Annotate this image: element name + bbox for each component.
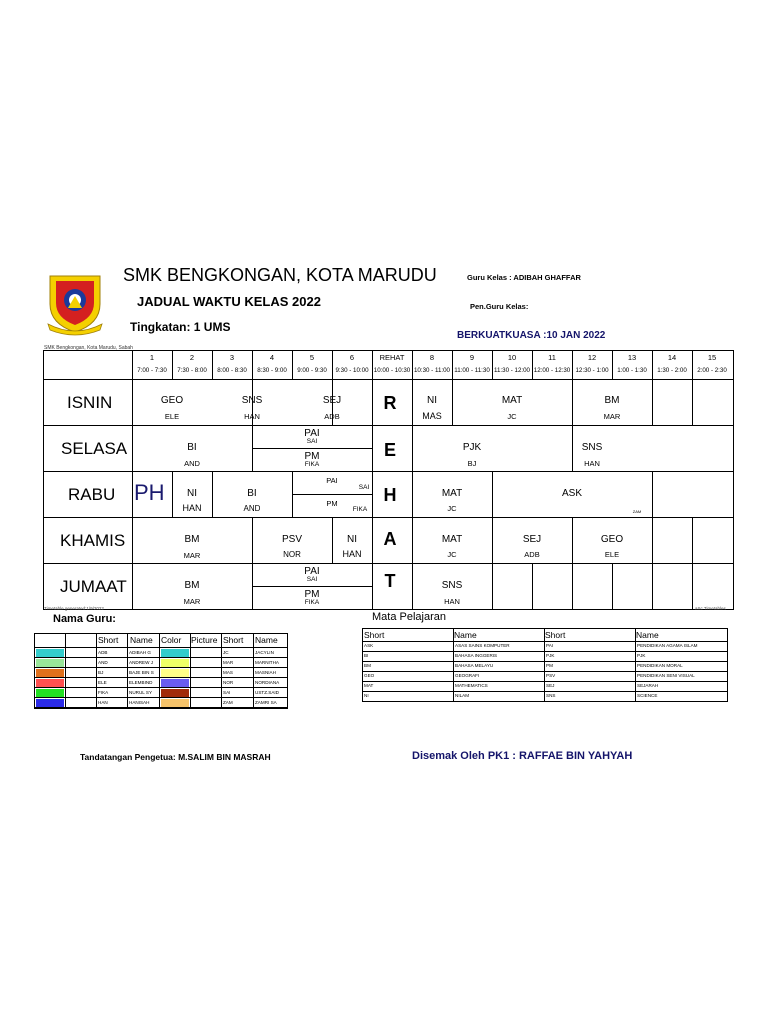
period-number: 15 (707, 353, 717, 362)
teacher-color-swatch (36, 649, 64, 657)
subject-short: BM (364, 663, 371, 668)
lesson-teacher: ELE (164, 412, 180, 421)
lesson-teacher: FIKA (352, 506, 368, 513)
school-crest-icon (44, 268, 106, 336)
effective-date: BERKUATKUASA :10 JAN 2022 (457, 330, 606, 341)
teacher-short: NOR (223, 680, 234, 685)
lesson-teacher: AND (184, 459, 200, 468)
lesson-subject: SNS (441, 580, 463, 591)
lesson-subject: PAI (304, 566, 320, 577)
lesson-teacher: HAN (342, 549, 362, 559)
grid-line (44, 379, 733, 380)
grid-line (35, 667, 287, 668)
legend-header: Name (636, 630, 659, 640)
teacher-short: BJ (98, 670, 104, 675)
lesson-subject: BI (247, 488, 257, 499)
lesson-subject: MAT (501, 395, 523, 406)
teacher-short: ELE (98, 680, 107, 685)
grid-line (692, 517, 693, 563)
teacher-short: ZAM (223, 700, 233, 705)
lesson-teacher: ELE (604, 550, 620, 559)
grid-line (652, 471, 653, 517)
generated-note: Timetable generated:1/9/2022 (44, 606, 104, 611)
lesson-subject: BM (184, 580, 200, 591)
teacher-name: BAJE BIN S (129, 670, 154, 675)
grid-line (363, 671, 727, 672)
grid-line (35, 657, 287, 658)
timetable-title: JADUAL WAKTU KELAS 2022 (137, 294, 321, 309)
period-number: REHAT (379, 353, 405, 362)
teachers-legend-title: Nama Guru: (53, 613, 116, 625)
grid-line (363, 691, 727, 692)
teacher-short: MAS (223, 670, 233, 675)
lesson-teacher: MAR (603, 412, 621, 421)
teacher-name: MARNITHA (255, 660, 279, 665)
subject-short: MAT (364, 683, 374, 688)
period-time: 12:30 - 1:00 (575, 367, 609, 374)
lesson-subject: PAI (326, 476, 338, 485)
period-time: 9:00 - 9:30 (297, 367, 327, 374)
day-label-selasa: SELASA (61, 439, 128, 458)
teacher-short: ADB (98, 650, 108, 655)
lesson-subject: NI (187, 488, 197, 499)
grid-line (292, 494, 372, 495)
subject-short: GEO (364, 673, 375, 678)
lesson-teacher: AND (243, 504, 261, 513)
assistant-class-teacher: Pen.Guru Kelas: (470, 302, 529, 311)
grid-line (363, 641, 727, 642)
grid-line (612, 563, 613, 609)
teacher-name: NORDIANA (255, 680, 280, 685)
principal-signature: Tandatangan Pengetua: M.SALIM BIN MASRAH (80, 752, 271, 762)
grid-line (35, 687, 287, 688)
lesson-teacher: SAI (358, 484, 370, 491)
period-number: 4 (269, 353, 275, 362)
period-time: 11:00 - 11:30 (454, 367, 490, 374)
lesson-subject: PM (304, 589, 320, 600)
period-time: 2:00 - 2:30 (697, 367, 727, 374)
rehat-letter: T (384, 571, 396, 591)
period-time: 11:30 - 12:00 (493, 367, 530, 374)
teacher-short: SAI (223, 690, 231, 695)
teacher-color-swatch (36, 699, 64, 707)
period-number: 8 (429, 353, 435, 362)
lesson-teacher: JC (447, 504, 457, 513)
lesson-teacher: ADB (524, 550, 540, 559)
grid-line (363, 681, 727, 682)
teacher-name: ZAMRI SA (255, 700, 277, 705)
lesson-subject: MAT (441, 534, 463, 545)
day-label-khamis: KHAMIS (60, 531, 126, 550)
period-time: 7:00 - 7:30 (137, 367, 167, 374)
subject-name: PJK (637, 653, 646, 658)
subject-short: SEJ (546, 683, 555, 688)
grid-line (692, 379, 693, 425)
subject-short: ASK (364, 643, 374, 648)
period-number: 3 (229, 353, 235, 362)
teacher-name: ADIBAH G (129, 650, 151, 655)
teacher-name: JACYLIN (255, 650, 274, 655)
lesson-subject: MAT (441, 488, 463, 499)
subject-name: NILAM (455, 693, 470, 698)
period-time: 9:30 - 10:00 (335, 367, 369, 374)
teachers-legend-table (34, 633, 288, 709)
legend-header: Short (98, 635, 119, 645)
lesson-subject: PM (326, 499, 338, 508)
subject-name: MATHEMATICS (455, 683, 488, 688)
rehat-letter: H (383, 485, 397, 505)
grid-line (252, 586, 372, 587)
grid-line (652, 379, 653, 425)
grid-line (35, 677, 287, 678)
period-number: 5 (309, 353, 315, 362)
timetable-grid (43, 350, 734, 610)
grid-line (363, 701, 727, 702)
lesson-subject: PJK (462, 442, 482, 453)
period-time: 8:00 - 8:30 (217, 367, 247, 374)
lesson-subject: PSV (281, 534, 302, 545)
rehat-letter: E (383, 440, 396, 460)
period-time: 1:30 - 2:00 (657, 367, 687, 374)
teacher-short: HAN (98, 700, 108, 705)
lesson-teacher: JC (447, 550, 457, 559)
subject-short: PM (546, 663, 553, 668)
teacher-name: ANDREW J (129, 660, 153, 665)
lesson-subject: NI (427, 395, 437, 406)
class-teacher: Guru Kelas : ADIBAH GHAFFAR (467, 273, 581, 282)
grid-line (35, 707, 287, 708)
period-number: 10 (507, 353, 517, 362)
lesson-subject: SEJ (322, 395, 342, 406)
lesson-subject: SNS (581, 442, 603, 453)
day-label-jumaat: JUMAAT (60, 577, 127, 596)
teacher-short: JC (223, 650, 229, 655)
lesson-teacher: SAI (306, 438, 318, 445)
grid-line (532, 563, 533, 609)
teacher-color-swatch (36, 679, 64, 687)
grid-line (44, 563, 733, 564)
grid-line (572, 563, 573, 609)
teacher-color-swatch (161, 669, 189, 677)
period-number: 9 (469, 353, 475, 362)
lesson-teacher: HAN (244, 412, 260, 421)
grid-line (692, 563, 693, 609)
subject-name: SEJARAH (637, 683, 659, 688)
teacher-color-swatch (161, 679, 189, 687)
lesson-subject: BI (187, 442, 197, 453)
teacher-color-swatch (36, 659, 64, 667)
grid-line (492, 563, 493, 609)
lesson-teacher: SAI (306, 576, 318, 583)
legend-header: Short (545, 630, 566, 640)
subjects-legend-title: Mata Pelajaran (372, 611, 446, 623)
period-time: 8:30 - 9:00 (257, 367, 287, 374)
lesson-subject: PM (304, 451, 320, 462)
legend-header: Name (255, 635, 278, 645)
lesson-subject: BM (184, 534, 200, 545)
period-time: 1:00 - 1:30 (617, 367, 647, 374)
grid-line (652, 517, 653, 563)
lesson-subject: GEO (600, 534, 624, 545)
teacher-short: FIKA (98, 690, 109, 695)
period-number: 1 (149, 353, 155, 362)
teacher-color-swatch (161, 699, 189, 707)
school-logo (44, 268, 106, 336)
lesson-subject: PAI (304, 428, 320, 439)
legend-header: Picture (191, 635, 218, 645)
teacher-color-swatch (36, 689, 64, 697)
subjects-legend-table (362, 628, 728, 702)
lesson-teacher: MAS (422, 411, 442, 421)
subject-name: BAHASA INGGERIS (455, 653, 498, 658)
grid-line (44, 425, 733, 426)
lesson-subject: SEJ (522, 534, 542, 545)
public-holiday-mark: PH (134, 480, 165, 505)
checked-by: Disemak Oleh PK1 : RAFFAE BIN YAHYAH (412, 750, 633, 762)
legend-header: Name (454, 630, 477, 640)
lesson-teacher: MAR (183, 551, 201, 560)
subject-short: PJK (546, 653, 555, 658)
subject-name: PENDIDIKAN MORAL (637, 663, 683, 668)
subject-short: NI (364, 693, 369, 698)
legend-header: Color (161, 635, 182, 645)
period-number: 6 (349, 353, 355, 362)
lesson-teacher: FIKA (304, 599, 320, 606)
subject-name: ASAS SAINS KOMPUTER (455, 643, 510, 648)
teacher-name: ELEMBIND (129, 680, 153, 685)
lesson-teacher: JC (507, 412, 517, 421)
school-name: SMK BENGKONGAN, KOTA MARUDU (123, 265, 437, 285)
period-number: 13 (627, 353, 637, 362)
teacher-name: USTZ.SAID (255, 690, 279, 695)
lesson-teacher: MAR (183, 597, 201, 606)
subject-name: SCIENCE (637, 693, 658, 698)
lesson-teacher: FIKA (304, 461, 320, 468)
teacher-color-swatch (161, 659, 189, 667)
teacher-color-swatch (161, 689, 189, 697)
teacher-name: NURUL SY (129, 690, 153, 695)
day-label-rabu: RABU (68, 485, 116, 504)
lesson-teacher: ZAM (632, 509, 642, 514)
period-number: 11 (548, 353, 556, 362)
legend-header: Short (364, 630, 385, 640)
grid-line (252, 448, 372, 449)
period-time: 12:00 - 12:30 (533, 367, 571, 374)
teacher-color-swatch (36, 669, 64, 677)
subject-name: BAHASA MELAYU (455, 663, 494, 668)
form-level: Tingkatan: 1 UMS (130, 320, 231, 334)
lesson-teacher: NOR (283, 550, 301, 559)
lesson-subject: SNS (241, 395, 263, 406)
lesson-teacher: HAN (444, 597, 460, 606)
period-number: 12 (587, 353, 597, 362)
period-time: 7:30 - 8:00 (177, 367, 207, 374)
day-label-isnin: ISNIN (67, 393, 113, 412)
subject-short: PAI (546, 643, 554, 648)
teacher-name: HANISAH (129, 700, 150, 705)
grid-line (44, 517, 733, 518)
grid-line (652, 563, 653, 609)
rehat-letter: A (383, 529, 397, 549)
lesson-teacher: BJ (467, 459, 477, 468)
lesson-teacher: ADB (324, 412, 340, 421)
grid-line (363, 651, 727, 652)
legend-header: Name (130, 635, 153, 645)
teacher-name: MASNIAH (255, 670, 276, 675)
teacher-color-swatch (161, 649, 189, 657)
period-number: 2 (189, 353, 195, 362)
period-time: 10:00 - 10:30 (373, 367, 411, 374)
school-address: SMK Bengkongan, Kota Marudu, Sabah (44, 345, 133, 351)
rehat-letter: R (383, 393, 397, 413)
subject-short: SNS (546, 693, 556, 698)
grid-line (363, 661, 727, 662)
period-time: 10:30 - 11:00 (413, 367, 450, 374)
lesson-teacher: HAN (584, 459, 600, 468)
lesson-subject: NI (347, 534, 357, 545)
teacher-short: AND (98, 660, 108, 665)
software-note: aSc Timetables (695, 606, 726, 611)
subject-short: BI (364, 653, 369, 658)
lesson-subject: BM (604, 395, 620, 406)
subject-name: PENDIDIKAN AGAMA ISLAM (637, 643, 698, 648)
period-number: 14 (667, 353, 677, 362)
legend-header: Short (223, 635, 244, 645)
subject-short: PSV (546, 673, 556, 678)
lesson-subject: ASK (561, 488, 582, 499)
lesson-teacher: HAN (182, 503, 202, 513)
grid-line (35, 697, 287, 698)
grid-line (35, 647, 287, 648)
teacher-short: MAR (223, 660, 234, 665)
subject-name: PENDIDIKAN SENI VISUAL (637, 673, 695, 678)
grid-line (44, 471, 733, 472)
lesson-subject: GEO (160, 395, 184, 406)
subject-name: GEOGRAFI (455, 673, 480, 678)
